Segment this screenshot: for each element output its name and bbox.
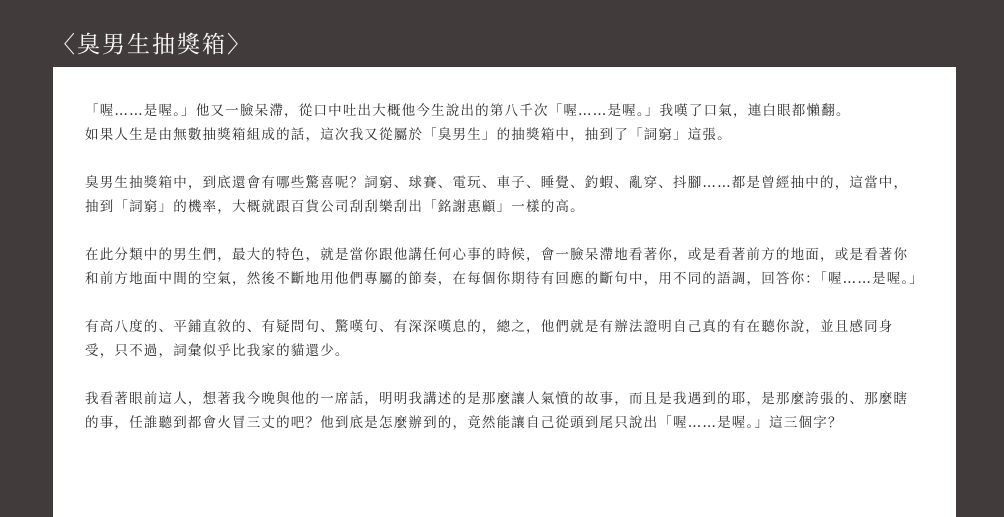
paragraph-2: 臭男生抽獎箱中，到底還會有哪些驚喜呢？詞窮、球賽、電玩、車子、睡覺、釣蝦、亂穿、抖腳……都是曾經抽中的，這當中，抽到「詞窮」的機率，大概就跟百貨公司刮刮樂刮出「銘謝惠顧」一樣的高。 [85,175,909,215]
paragraph-4: 有高八度的、平鋪直敘的、有疑問句、驚嘆句、有深深嘆息的，總之，他們就是有辦法證明自己真的有在聽你說，並且感同身受，只不過，詞彙似乎比我家的貓還少。 [85,319,894,359]
paragraph-1-line-1: 「喔……是喔。」他又一臉呆滯，從口中吐出大概他今生說出的第八千次「喔……是喔。」我嘆了口氣，連白眼都懶翻。 [85,103,851,119]
article-panel [53,67,956,517]
paragraph-1-line-2: 如果人生是由無數抽獎箱組成的話，這次我又從屬於「臭男生」的抽獎箱中，抽到了「詞窮」這張。 [85,127,732,143]
paragraph-5: 我看著眼前這人，想著我今晚與他的一席話，明明我講述的是那麼讓人氣憤的故事，而且是我遇到的耶，是那麼誇張的、那麼瞎的事，任誰聽到都會火冒三丈的吧？他到底是怎麼辦到的，竟然能讓自己從頭到尾只說出「喔……是喔。」這三個字？ [85,391,909,431]
paragraph-3: 在此分類中的男生們，最大的特色，就是當你跟他講任何心事的時候，會一臉呆滯地看著你，或是看著前方的地面，或是看著你和前方地面中間的空氣，然後不斷地用他們專屬的節奏，在每個你期待有回應的斷句中，用不同的語調，回答你：「喔……是喔。」 [85,247,925,287]
paragraph-1 [85,99,921,147]
article-body [85,99,925,435]
page-title: 〈臭男生抽獎箱〉 [52,32,252,58]
